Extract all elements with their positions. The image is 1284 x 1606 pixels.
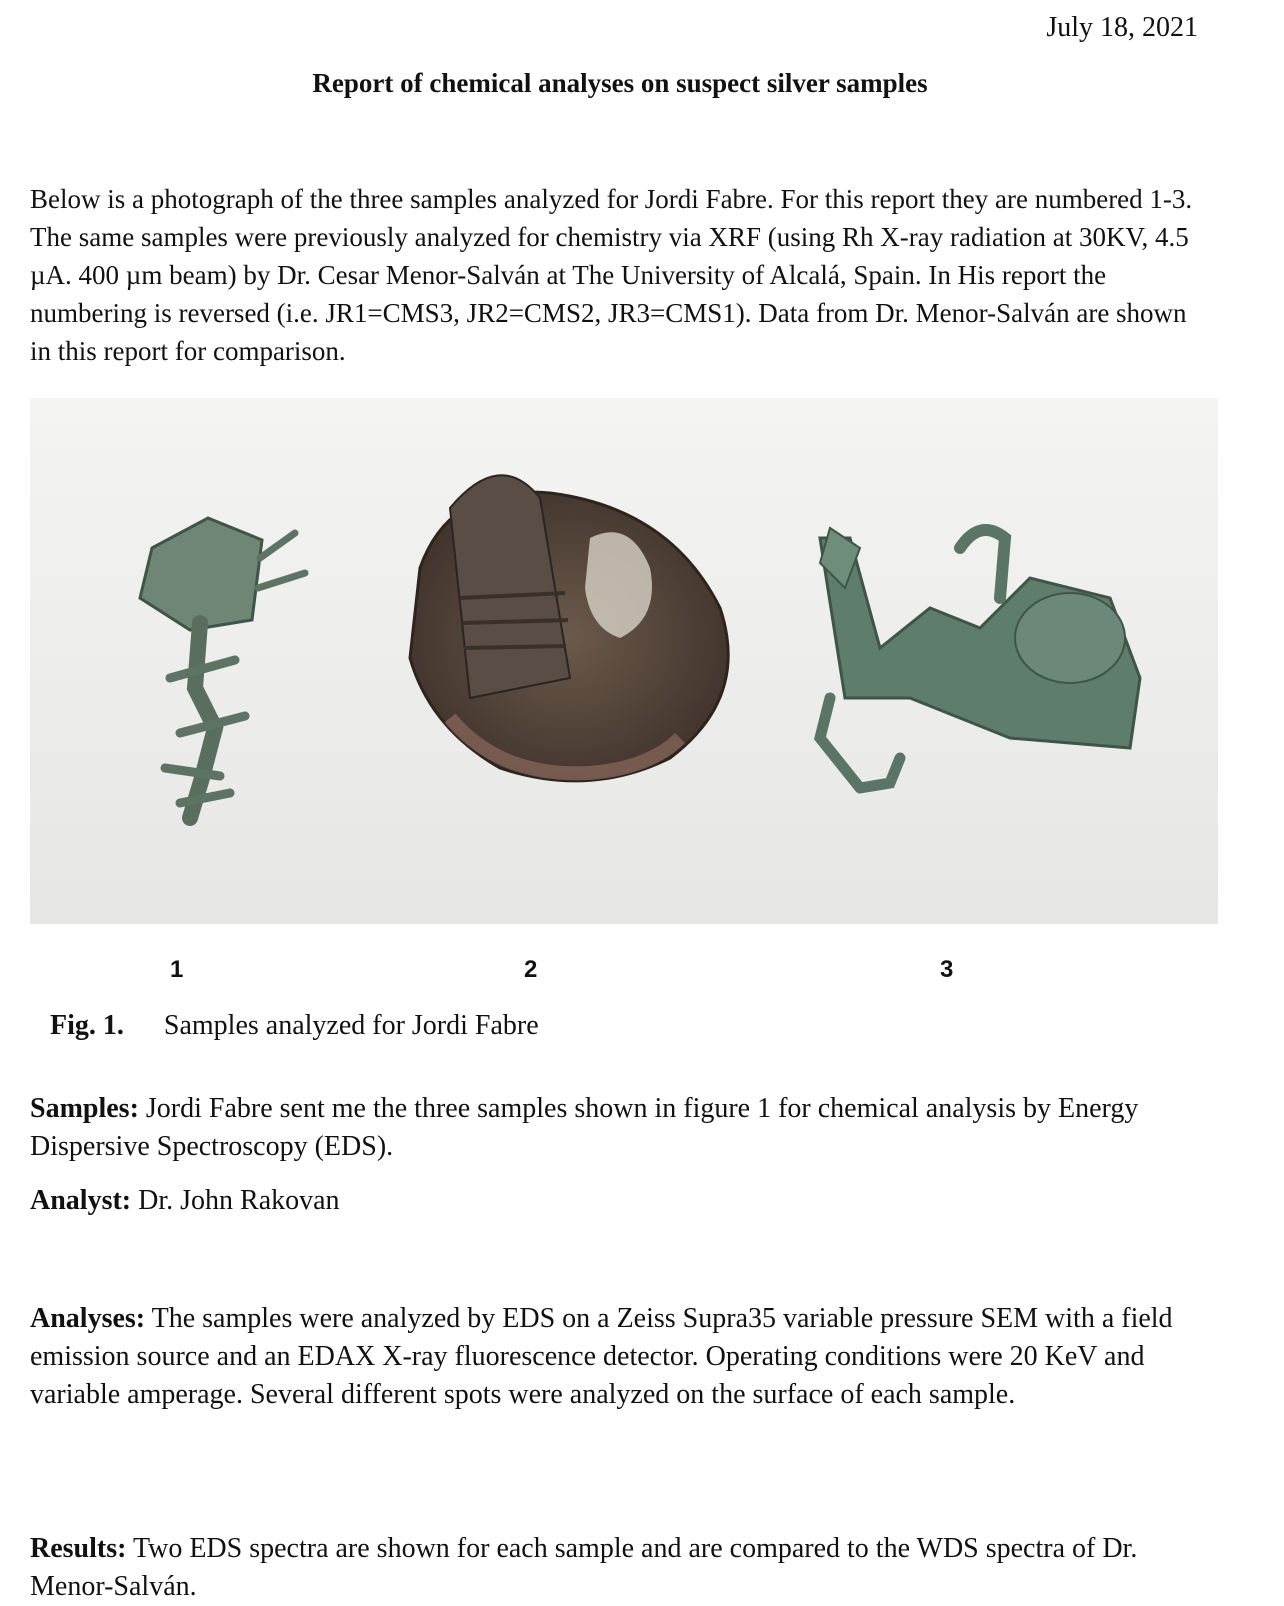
intro-paragraph: Below is a photograph of the three samples analyzed for Jordi Fabre. For this report they are numbered 1-3. The same samples were previously analyzed for chemistry via XRF (using Rh X-ray radiation at 30KV, 4.5 µA. 400 µm beam) by Dr. Cesar Menor-Salván at The University of Alcalá, Spain. In His report the numbering is reversed (i.e. JR1=CMS3, JR2=CMS2, JR3=CMS1). Data from Dr. Menor-Salván are shown in this report for comparison. — [30, 184, 1193, 366]
figure-caption — [50, 1010, 539, 1042]
figure-caption-text: Samples analyzed for Jordi Fabre — [163, 1010, 539, 1041]
sample-label-2: 2 — [524, 956, 538, 983]
sample-label-3: 3 — [940, 956, 954, 983]
analyst-paragraph — [30, 1182, 1220, 1220]
results-paragraph — [30, 1530, 1220, 1606]
sample-label-1: 1 — [170, 956, 184, 983]
analyses-label: Analyses: — [30, 1303, 146, 1334]
report-date: July 18, 2021 — [1046, 12, 1198, 43]
report-title: Report of chemical analyses on suspect silver samples — [312, 68, 928, 98]
analyses-paragraph — [30, 1300, 1220, 1414]
figure-number: Fig. 1. — [50, 1010, 124, 1041]
samples-paragraph — [30, 1090, 1220, 1166]
results-text: Two EDS spectra are shown for each sample and are compared to the WDS spectra of Dr. Menor-Salván. — [30, 1533, 1138, 1602]
analyst-text: Dr. John Rakovan — [131, 1185, 340, 1216]
samples-photo — [30, 398, 1218, 924]
samples-label: Samples: — [30, 1093, 139, 1124]
results-label: Results: — [30, 1533, 127, 1564]
analyses-text: The samples were analyzed by EDS on a Zeiss Supra35 variable pressure SEM with a field emission source and an EDAX X-ray fluorescence detector. Operating conditions were 20 KeV and variable amperage. Several different spots were analyzed on the surface of each sample. — [30, 1303, 1173, 1410]
samples-text: Jordi Fabre sent me the three samples shown in figure 1 for chemical analysis by Energy Dispersive Spectroscopy (EDS). — [30, 1093, 1139, 1162]
analyst-label: Analyst: — [30, 1185, 132, 1216]
